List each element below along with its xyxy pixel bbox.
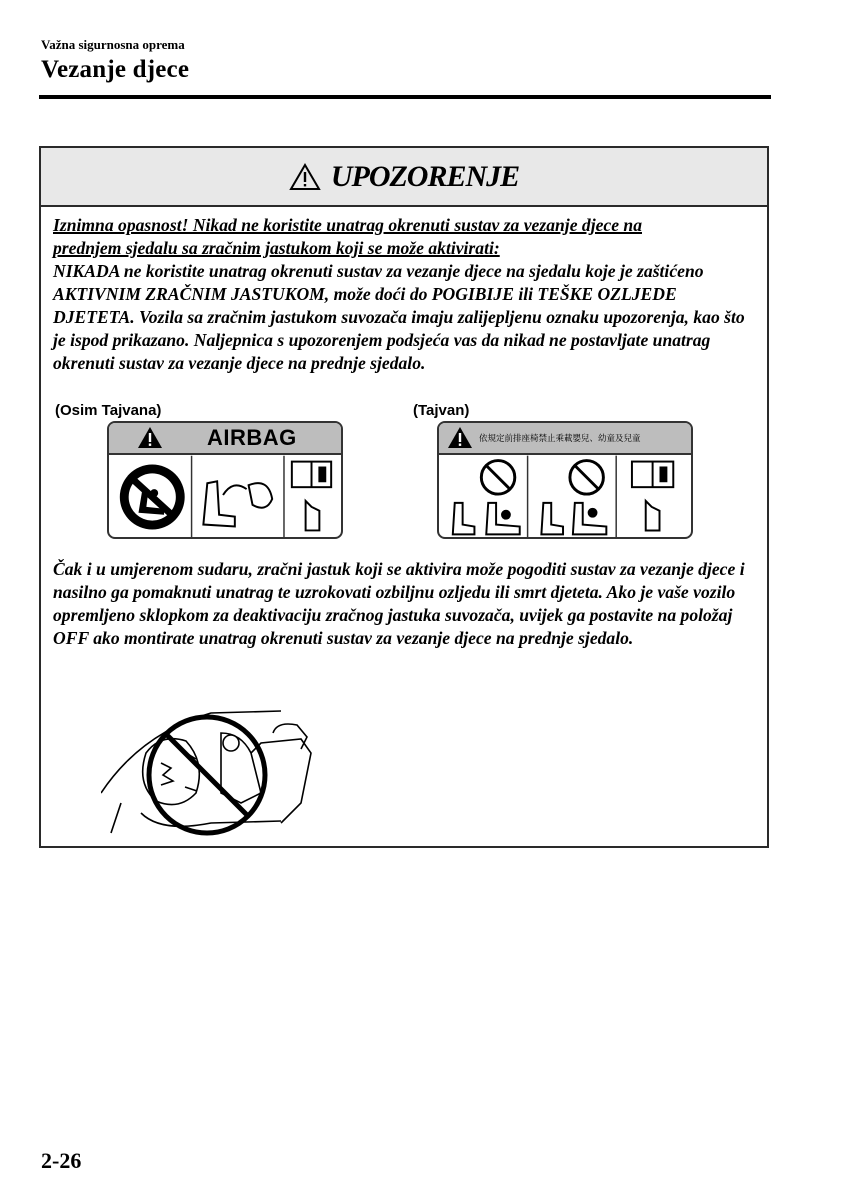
warning-triangle-icon <box>447 426 473 449</box>
no-child-icon <box>570 461 603 494</box>
placard-pictograms <box>109 455 341 539</box>
page-number: 2-26 <box>41 1148 82 1173</box>
paragraph-1-body: NIKADA ne koristite unatrag okrenuti sustav za vezanje djece na sjedalu koje je zaštićeno AKTIVNIM ZRAČNIM JASTUKOM, može doći do POGIBIJE ili TEŠKE OZLJEDE DJETETA. Vozila sa zračnim jastukom suvozača imaju zalijepljenu oznaku upozorenja, kao što je ispod prikazano. Naljepnica s upozorenjem podsjeća vas da nikad ne postavljate unatrag okrenuti sustav za vezanje djece na prednje sjedalo. <box>53 261 745 373</box>
no-child-seat-icon <box>120 465 185 530</box>
section-label: Važna sigurnosna oprema <box>41 37 185 52</box>
airbag-warning-label-right <box>437 421 693 539</box>
lead-line-2: prednjem sjedalu sa zračnim jastukom koji se može aktivirati: <box>53 238 500 258</box>
manual-icon <box>632 462 673 531</box>
no-infant-icon <box>481 461 514 494</box>
placard-band <box>439 423 691 455</box>
warning-box <box>39 146 769 848</box>
warning-paragraph-1 <box>53 214 761 375</box>
taiwan-placard-text: 依規定前排座椅禁止乘載嬰兒、幼童及兒童 <box>479 434 641 444</box>
seat-icon <box>453 503 520 535</box>
warning-triangle-icon <box>137 426 163 449</box>
airbag-warning-label-left <box>107 421 343 539</box>
manual-icon <box>292 462 331 531</box>
caption-except-taiwan: (Osim Tajvana) <box>55 402 162 419</box>
warning-paragraph-2: Čak i u umjerenom sudaru, zračni jastuk koji se aktivira može pogoditi sustav za vezanje djece i nasilno ga pomaknuti unatrag te uzrokovati ozbiljnu ozljedu ili smrt djeteta. Ako je vaše vozilo opremljeno sklopkom za deaktivaciju zračnog jastuka suvozača, uvijek ga postavite na položaj OFF ako montirate unatrag okrenuti sustav za vezanje djece na prednje sjedalo. <box>53 559 745 648</box>
placard-band <box>109 423 341 455</box>
caption-taiwan: (Tajvan) <box>413 402 470 419</box>
warning-triangle-icon <box>289 163 321 191</box>
airbag-word: AIRBAG <box>207 425 297 450</box>
airbag-impact-illustration <box>101 693 331 838</box>
title-rule <box>39 95 771 99</box>
page-title: Vezanje djece <box>41 56 190 83</box>
seat-icon <box>541 503 606 535</box>
placard-pictograms <box>439 455 691 539</box>
warning-header <box>41 148 767 207</box>
warning-title: UPOZORENJE <box>330 159 520 193</box>
lead-line-1: Iznimna opasnost! Nikad ne koristite unatrag okrenuti sustav za vezanje djece na <box>53 215 642 235</box>
airbag-deployment-icon <box>203 481 272 526</box>
